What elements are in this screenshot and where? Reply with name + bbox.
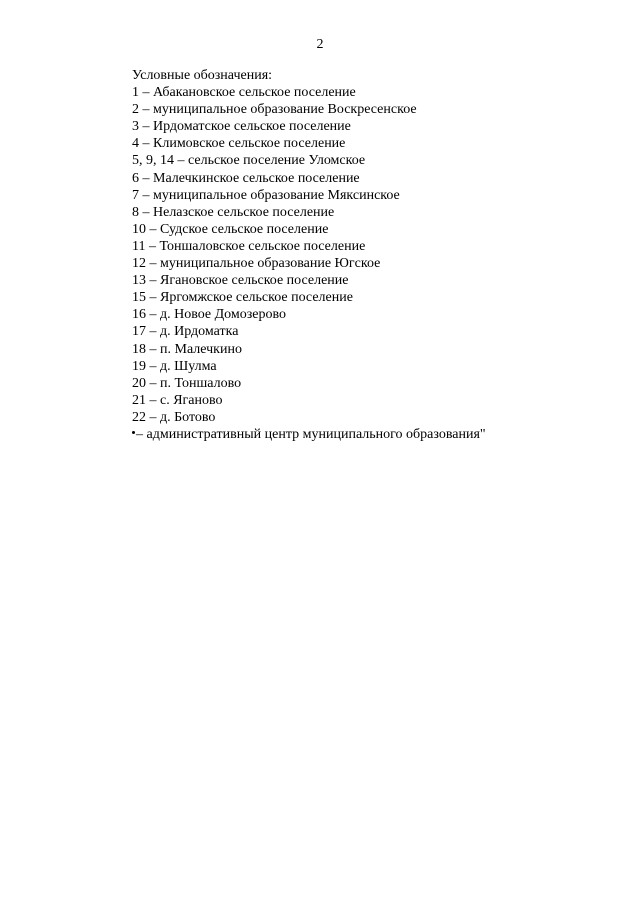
admin-center-dot-icon bbox=[132, 431, 135, 434]
legend-item: 20 – п. Тоншалово bbox=[132, 375, 242, 391]
legend-item: 13 – Ягановское сельское поселение bbox=[132, 273, 349, 289]
legend bbox=[132, 67, 612, 443]
legend-item: 15 – Яргомжское сельское поселение bbox=[132, 290, 353, 306]
legend-title: Условные обозначения: bbox=[132, 68, 273, 83]
legend-item: 17 – д. Ирдоматка bbox=[132, 324, 239, 340]
legend-list bbox=[132, 84, 612, 443]
page-number: 2 bbox=[316, 37, 324, 52]
legend-item-admin-center bbox=[132, 426, 612, 443]
admin-center-label: – административный центр муниципального образования" bbox=[136, 426, 486, 442]
legend-item: 8 – Нелазское сельское поселение bbox=[132, 204, 335, 220]
legend-item: 11 – Тоншаловское сельское поселение bbox=[132, 238, 366, 254]
legend-item: 19 – д. Шулма bbox=[132, 358, 217, 374]
legend-item: 16 – д. Новое Домозерово bbox=[132, 307, 287, 323]
legend-item: 10 – Судское сельское поселение bbox=[132, 221, 329, 237]
legend-item: 2 – муниципальное образование Воскресенское bbox=[132, 102, 417, 118]
legend-item: 7 – муниципальное образование Мяксинское bbox=[132, 187, 400, 203]
legend-item: 21 – с. Яганово bbox=[132, 392, 223, 408]
legend-item: 6 – Малечкинское сельское поселение bbox=[132, 170, 360, 186]
legend-item: 12 – муниципальное образование Югское bbox=[132, 256, 381, 272]
legend-item: 18 – п. Малечкино bbox=[132, 341, 242, 357]
legend-item: 22 – д. Ботово bbox=[132, 409, 216, 425]
legend-item: 1 – Абакановское сельское поселение bbox=[132, 85, 356, 101]
legend-item: 5, 9, 14 – сельское поселение Уломское bbox=[132, 153, 366, 169]
legend-item: 4 – Климовское сельское поселение bbox=[132, 136, 346, 152]
legend-item: 3 – Ирдоматское сельское поселение bbox=[132, 119, 351, 135]
